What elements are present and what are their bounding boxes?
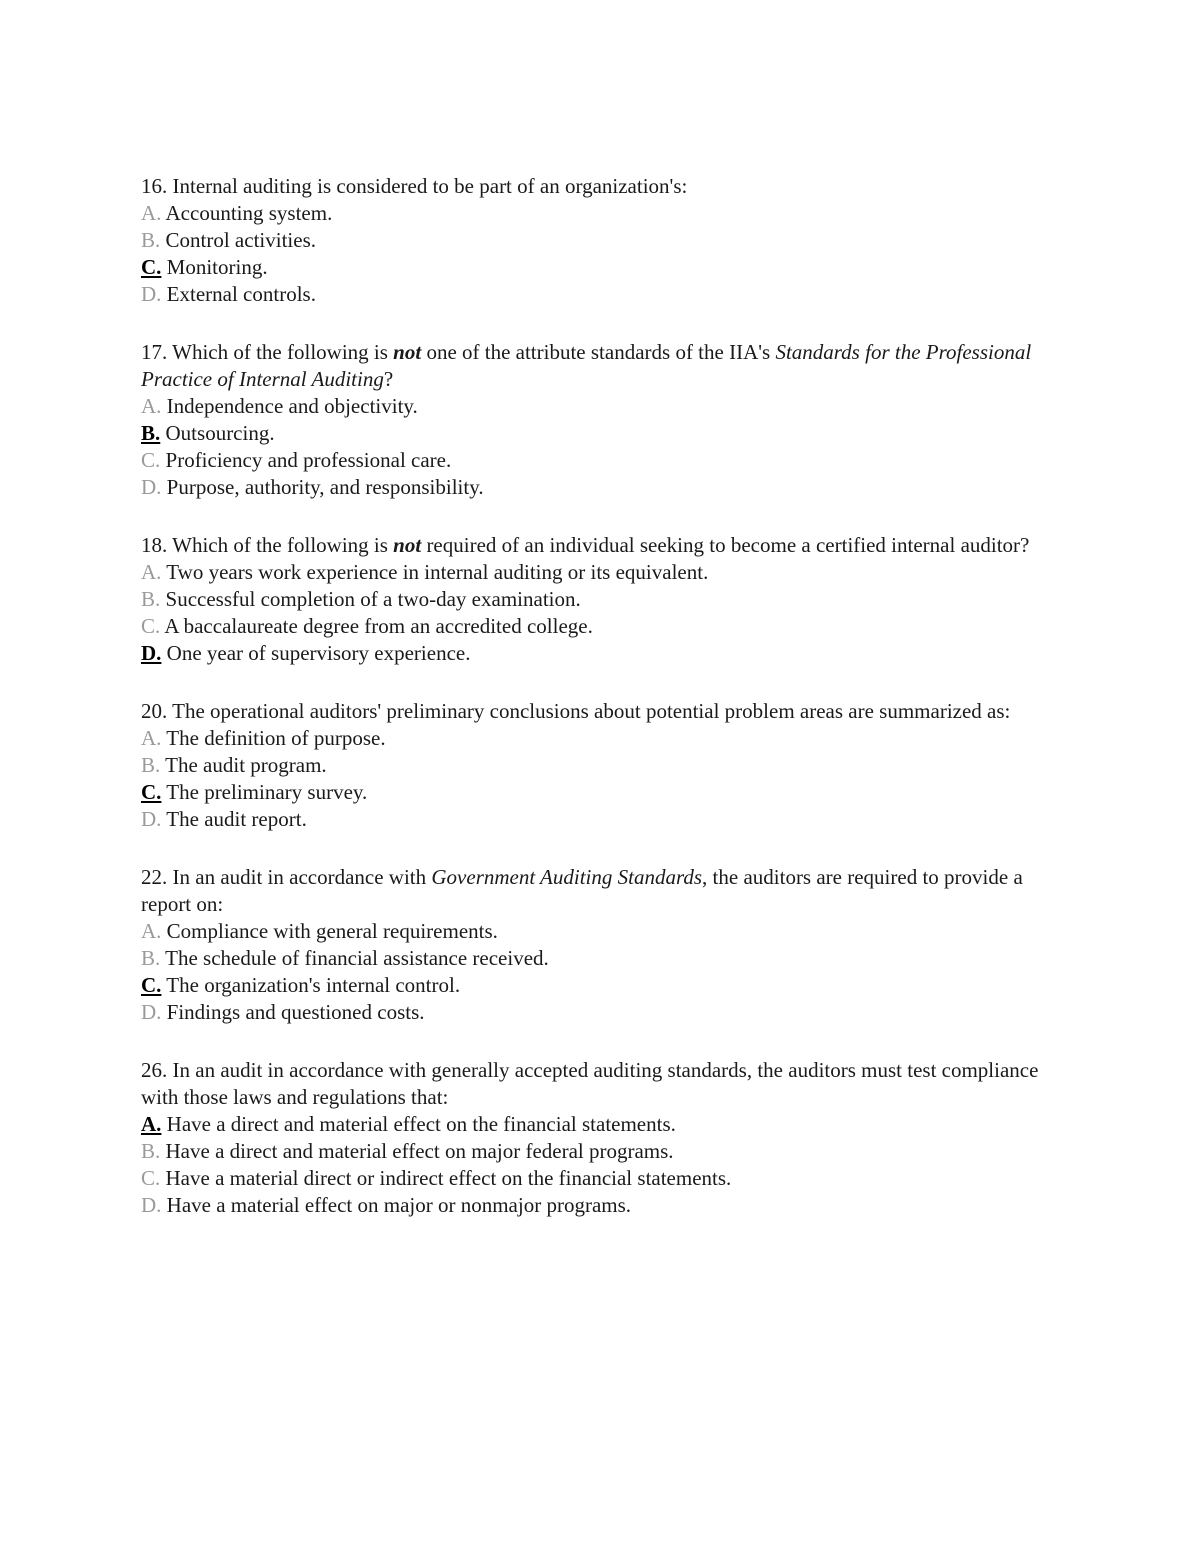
- question-number: 22.: [141, 865, 168, 889]
- question-20: [141, 698, 1076, 833]
- choice-text: Have a direct and material effect on major federal programs.: [160, 1139, 674, 1163]
- choice-letter: C.: [141, 973, 162, 997]
- choice-d: [141, 1192, 1076, 1219]
- choice-b: [141, 1138, 1076, 1165]
- choice-letter: A.: [141, 394, 162, 418]
- choice-text: Purpose, authority, and responsibility.: [161, 475, 484, 499]
- choice-text: Proficiency and professional care.: [160, 448, 452, 472]
- choice-letter: A.: [141, 201, 162, 225]
- stem-text: Which of the following is: [167, 533, 394, 557]
- question-list: [141, 173, 1076, 1250]
- choice-letter: C.: [141, 448, 161, 472]
- choice-text: The audit report.: [161, 807, 307, 831]
- choice-letter: D.: [141, 1000, 162, 1024]
- choice-letter: D.: [141, 641, 162, 665]
- choice-text: The definition of purpose.: [161, 726, 386, 750]
- choice-letter: C.: [141, 614, 161, 638]
- choice-text: A baccalaureate degree from an accredited college.: [160, 614, 593, 638]
- choice-letter: D.: [141, 1193, 162, 1217]
- choice-text: The audit program.: [160, 753, 327, 777]
- choice-d: [141, 806, 1076, 833]
- choice-c: [141, 447, 1076, 474]
- choice-text: Outsourcing.: [160, 421, 275, 445]
- choice-b-correct: [141, 420, 1076, 447]
- choice-letter: A.: [141, 919, 162, 943]
- choice-text: Have a material effect on major or nonmajor programs.: [161, 1193, 632, 1217]
- choice-text: Control activities.: [160, 228, 316, 252]
- choice-text: External controls.: [161, 282, 316, 306]
- question-number: 26.: [141, 1058, 168, 1082]
- question-number: 20.: [141, 699, 168, 723]
- choice-letter: B.: [141, 587, 161, 611]
- stem-text: In an audit in accordance with generally accepted auditing standards, the auditors must test compliance with those laws and regulations that:: [141, 1058, 1039, 1109]
- choice-a: [141, 918, 1076, 945]
- choice-letter: A.: [141, 560, 162, 584]
- question-stem: [141, 1057, 1076, 1111]
- choice-d: [141, 281, 1076, 308]
- choice-b: [141, 752, 1076, 779]
- question-stem: [141, 339, 1076, 393]
- choice-letter: A.: [141, 1112, 162, 1136]
- question-number: 17.: [141, 340, 168, 364]
- question-16: [141, 173, 1076, 308]
- question-number: 16.: [141, 174, 168, 198]
- stem-text: The operational auditors' preliminary conclusions about potential problem areas are summarized as:: [167, 699, 1011, 723]
- choice-text: The organization's internal control.: [161, 973, 461, 997]
- choice-text: Independence and objectivity.: [161, 394, 418, 418]
- choice-b: [141, 945, 1076, 972]
- choice-a: [141, 200, 1076, 227]
- choice-letter: B.: [141, 946, 161, 970]
- stem-emphasis: not: [393, 340, 422, 364]
- choice-text: One year of supervisory experience.: [161, 641, 471, 665]
- question-number: 18.: [141, 533, 168, 557]
- choice-b: [141, 586, 1076, 613]
- choice-c-correct: [141, 254, 1076, 281]
- choice-text: Two years work experience in internal auditing or its equivalent.: [161, 560, 709, 584]
- choice-letter: D.: [141, 475, 162, 499]
- question-26: [141, 1057, 1076, 1219]
- choice-letter: B.: [141, 228, 161, 252]
- choice-text: Compliance with general requirements.: [161, 919, 498, 943]
- stem-text: one of the attribute standards of the IIA's: [421, 340, 776, 364]
- choice-d-correct: [141, 640, 1076, 667]
- stem-title-italic: Government Auditing Standards: [431, 865, 703, 889]
- question-22: [141, 864, 1076, 1026]
- choice-text: The preliminary survey.: [161, 780, 368, 804]
- stem-text: Which of the following is: [167, 340, 394, 364]
- stem-emphasis: not: [393, 533, 422, 557]
- choice-d: [141, 999, 1076, 1026]
- stem-text: Internal auditing is considered to be part of an organization's:: [167, 174, 688, 198]
- question-stem: [141, 532, 1076, 559]
- choice-letter: D.: [141, 282, 162, 306]
- choice-text: Have a material direct or indirect effect on the financial statements.: [160, 1166, 732, 1190]
- choice-letter: D.: [141, 807, 162, 831]
- question-stem: [141, 864, 1076, 918]
- choice-letter: B.: [141, 421, 161, 445]
- choice-text: Monitoring.: [161, 255, 268, 279]
- choice-text: Accounting system.: [161, 201, 333, 225]
- question-18: [141, 532, 1076, 667]
- choice-text: Findings and questioned costs.: [161, 1000, 425, 1024]
- choice-c: [141, 613, 1076, 640]
- choice-text: Successful completion of a two-day examination.: [160, 587, 581, 611]
- choice-letter: A.: [141, 726, 162, 750]
- choice-d: [141, 474, 1076, 501]
- choice-a: [141, 559, 1076, 586]
- choice-text: Have a direct and material effect on the financial statements.: [161, 1112, 676, 1136]
- choice-text: The schedule of financial assistance received.: [160, 946, 549, 970]
- stem-text: ?: [383, 367, 394, 391]
- stem-title-italic: Standards for the Professional Practice of Internal Auditing: [141, 340, 1032, 391]
- choice-letter: C.: [141, 780, 162, 804]
- choice-letter: B.: [141, 753, 161, 777]
- choice-letter: C.: [141, 1166, 161, 1190]
- choice-a: [141, 725, 1076, 752]
- choice-c-correct: [141, 779, 1076, 806]
- choice-letter: C.: [141, 255, 162, 279]
- stem-text: required of an individual seeking to become a certified internal auditor?: [421, 533, 1030, 557]
- choice-a-correct: [141, 1111, 1076, 1138]
- question-stem: [141, 698, 1076, 725]
- stem-text: , the auditors are required to provide a report on:: [141, 865, 1023, 916]
- choice-a: [141, 393, 1076, 420]
- choice-c: [141, 1165, 1076, 1192]
- choice-b: [141, 227, 1076, 254]
- choice-letter: B.: [141, 1139, 161, 1163]
- question-17: [141, 339, 1076, 501]
- stem-text: In an audit in accordance with: [167, 865, 432, 889]
- question-stem: [141, 173, 1076, 200]
- choice-c-correct: [141, 972, 1076, 999]
